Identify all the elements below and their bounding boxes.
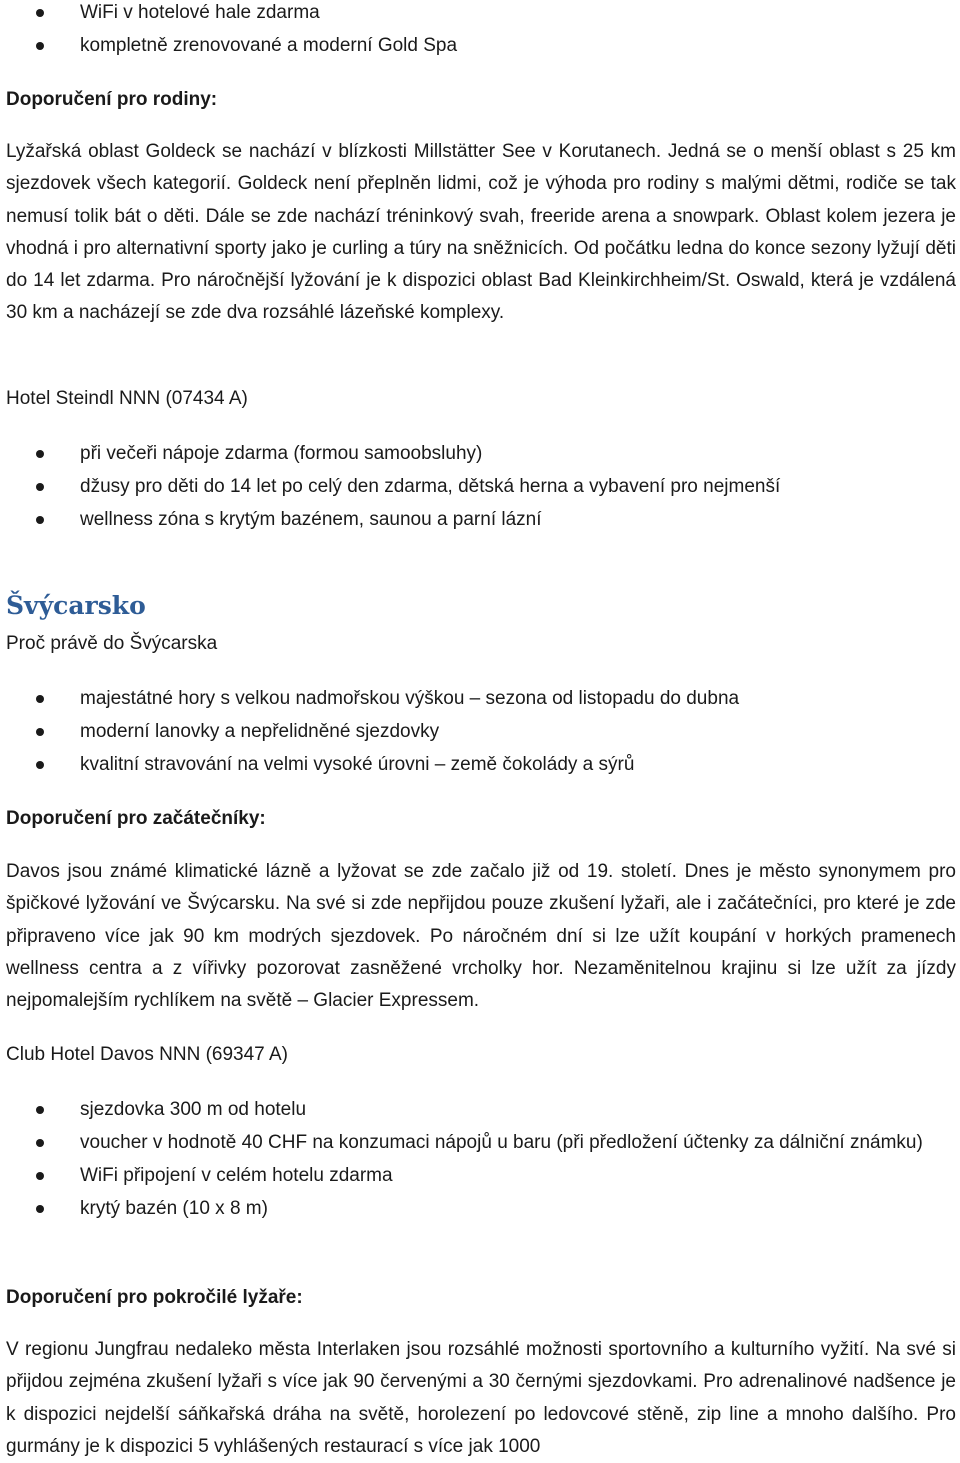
list-item: moderní lanovky a nepřelidněné sjezdovky [0,715,960,748]
bullet-icon [36,9,44,17]
list-item: krytý bazén (10 x 8 m) [0,1192,960,1225]
top-feature-list [0,0,960,62]
list-item: majestátné hory s velkou nadmořskou výškou – sezona od listopadu do dubna [0,682,960,715]
bullet-icon [36,761,44,769]
bullet-icon [36,1205,44,1213]
club-hotel-davos-title: Club Hotel Davos NNN (69347 A) [6,1044,288,1065]
beginners-heading: Doporučení pro začátečníky: [6,808,266,829]
list-item: sjezdovka 300 m od hotelu [0,1093,960,1126]
list-item: kompletně zrenovované a moderní Gold Spa [0,29,960,62]
section-subtitle: Proč právě do Švýcarska [6,633,218,654]
switzerland-reasons-list [0,682,960,781]
bullet-icon [36,1106,44,1114]
section-title: Švýcarsko [6,591,146,620]
families-paragraph: Lyžařská oblast Goldeck se nachází v blízkosti Millstätter See v Korutanech. Jedná se o menší oblast s 25 km sjezdovek všech kategorií. Goldeck není přeplněn lidmi, což je výhoda pro rodiny s malými dětmi, rodiče se tak nemusí tolik bát o děti. Dále se zde nachází tréninkový svah, freeride arena a snowpark. Oblast kolem jezera je vhodná i pro alternativní sporty jako je curling a túry na sněžnicích. Od počátku ledna do konce sezony lyžují děti do 14 let zdarma. Pro náročnější lyžování je k dispozici oblast Bad Kleinkirchheim/St. Oswald, která je vzdálená 30 km a nacházejí se zde dva rozsáhlé lázeňské komplexy. [6,141,956,324]
bullet-icon [36,1139,44,1147]
list-item: džusy pro děti do 14 let po celý den zdarma, dětská herna a vybavení pro nejmenší [0,470,960,503]
bullet-icon [36,483,44,491]
families-heading: Doporučení pro rodiny: [6,89,218,110]
list-item: voucher v hodnotě 40 CHF na konzumaci nápojů u baru (při předložení účtenky za dálniční známku) [0,1126,960,1159]
club-hotel-davos-list [0,1093,960,1225]
hotel-steindl-title: Hotel Steindl NNN (07434 A) [6,388,248,409]
list-item: kvalitní stravování na velmi vysoké úrovni – země čokolády a sýrů [0,748,960,781]
beginners-paragraph: Davos jsou známé klimatické lázně a lyžovat se zde začalo již od 19. století. Dnes je město synonymem pro špičkové lyžování ve Švýcarsku. Na své si zde nepřijdou pouze zkušení lyžaři, ale i začátečníci, pro které je zde připraveno více jak 90 km modrých sjezdovek. Po náročném dní si lze užít koupání v horkých pramenech wellness centra a z vířivky pozorovat zasněžené vrcholky hor. Nezaměnitelnou krajinu si lze užít za jízdy nejpomalejším rychlíkem na světě – Glacier Expressem. [6,861,956,1012]
bullet-icon [36,728,44,736]
bullet-icon [36,450,44,458]
bullet-icon [36,516,44,524]
advanced-heading: Doporučení pro pokročilé lyžaře: [6,1287,303,1308]
list-item: wellness zóna s krytým bazénem, saunou a parní lázní [0,503,960,536]
list-item: WiFi připojení v celém hotelu zdarma [0,1159,960,1192]
list-item: při večeři nápoje zdarma (formou samoobsluhy) [0,437,960,470]
bullet-icon [36,1172,44,1180]
bullet-icon [36,695,44,703]
bullet-icon [36,42,44,50]
hotel-steindl-list [0,437,960,536]
list-item: WiFi v hotelové hale zdarma [0,0,960,29]
advanced-paragraph: V regionu Jungfrau nedaleko města Interlaken jsou rozsáhlé možnosti sportovního a kulturního vyžití. Na své si přijdou zejména zkušení lyžaři s více jak 90 červenými a 30 černými sjezdovkami. Pro adrenalinové nadšence je k dispozici nejdelší sáňkařská dráha na světě, horolezení po ledovcové stěně, zip line a mnoho dalšího. Pro gurmány je k dispozici 5 vyhlášených restaurací s více jak 1000 [6,1339,956,1457]
